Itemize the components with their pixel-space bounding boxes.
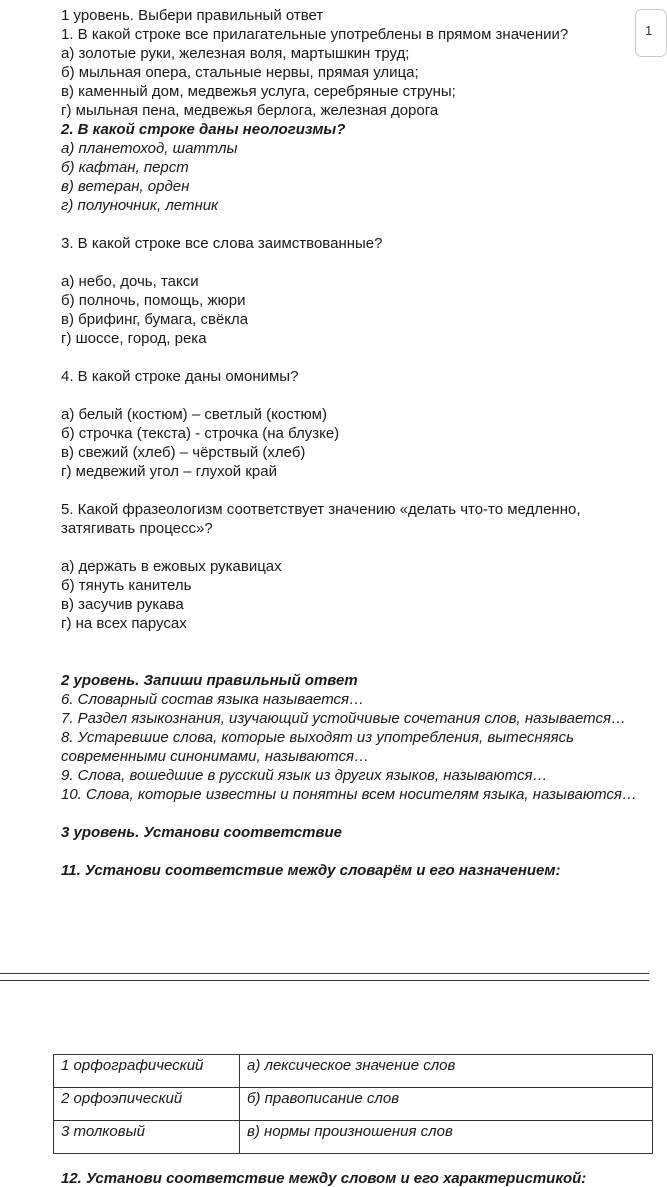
q1-option-d: г) мыльная пена, медвежья берлога, железная дорога bbox=[61, 102, 439, 119]
q1-question: 1. В какой строке все прилагательные употреблены в прямом значении? bbox=[61, 26, 569, 43]
page-corner-button[interactable] bbox=[635, 9, 667, 57]
q5-question-line2: затягивать процесс»? bbox=[61, 520, 213, 537]
q4-option-b: б) строчка (текста) - строчка (на блузке) bbox=[61, 425, 340, 442]
q3-question: 3. В какой строке все слова заимствованные? bbox=[61, 235, 383, 252]
q4-option-a: а) белый (костюм) – светлый (костюм) bbox=[61, 406, 327, 423]
page-divider-bottom bbox=[0, 980, 649, 981]
q2-question: 2. В какой строке даны неологизмы? bbox=[61, 121, 346, 138]
q1-option-a: а) золотые руки, железная воля, мартышкин труд; bbox=[61, 45, 410, 62]
q2-option-a: а) планетоход, шаттлы bbox=[61, 140, 238, 157]
q5-option-c: в) засучив рукава bbox=[61, 596, 184, 613]
level2-item-6: 6. Словарный состав языка называется… bbox=[61, 691, 365, 708]
q12-question: 12. Установи соответствие между словом и его характеристикой: bbox=[61, 1170, 587, 1187]
q5-option-a: а) держать в ежовых рукавицах bbox=[61, 558, 282, 575]
q3-option-a: а) небо, дочь, такси bbox=[61, 273, 199, 290]
q5-question-line1: 5. Какой фразеологизм соответствует значению «делать что-то медленно, bbox=[61, 501, 581, 518]
level2-heading: 2 уровень. Запиши правильный ответ bbox=[61, 672, 358, 689]
table-cell-purpose: б) правописание слов bbox=[240, 1088, 653, 1121]
q2-option-c: в) ветеран, орден bbox=[61, 178, 190, 195]
level2-item-7: 7. Раздел языкознания, изучающий устойчивые сочетания слов, называется… bbox=[61, 710, 627, 727]
table-cell-purpose: в) нормы произношения слов bbox=[240, 1121, 653, 1154]
level2-item-9: 9. Слова, вошедшие в русский язык из других языков, называются… bbox=[61, 767, 548, 784]
q4-question: 4. В какой строке даны омонимы? bbox=[61, 368, 299, 385]
level2-item-8a: 8. Устаревшие слова, которые выходят из употребления, вытесняясь bbox=[61, 729, 575, 746]
q3-option-d: г) шоссе, город, река bbox=[61, 330, 207, 347]
q3-option-b: б) полночь, помощь, жюри bbox=[61, 292, 246, 309]
table-cell-dictionary: 3 толковый bbox=[54, 1121, 240, 1154]
table-cell-dictionary: 1 орфографический bbox=[54, 1055, 240, 1088]
q2-option-b: б) кафтан, перст bbox=[61, 159, 189, 176]
table-cell-dictionary: 2 орфоэпический bbox=[54, 1088, 240, 1121]
q5-option-d: г) на всех парусах bbox=[61, 615, 187, 632]
q1-option-b: б) мыльная опера, стальные нервы, прямая улица; bbox=[61, 64, 419, 81]
page-divider-top bbox=[0, 973, 649, 974]
q5-option-b: б) тянуть канитель bbox=[61, 577, 192, 594]
page-corner-label: 1 bbox=[645, 23, 653, 38]
q1-option-c: в) каменный дом, медвежья услуга, серебряные струны; bbox=[61, 83, 456, 100]
table-row bbox=[54, 1121, 653, 1154]
q4-option-c: в) свежий (хлеб) – чёрствый (хлеб) bbox=[61, 444, 306, 461]
q3-option-c: в) брифинг, бумага, свёкла bbox=[61, 311, 249, 328]
q2-option-d: г) полуночник, летник bbox=[61, 197, 219, 214]
q4-option-d: г) медвежий угол – глухой край bbox=[61, 463, 277, 480]
q11-question: 11. Установи соответствие между словарём и его назначением: bbox=[61, 862, 561, 879]
dictionary-match-table bbox=[53, 1054, 653, 1154]
level2-item-8b: современными синонимами, называются… bbox=[61, 748, 370, 765]
level1-heading: 1 уровень. Выбери правильный ответ bbox=[61, 7, 324, 24]
level2-item-10: 10. Слова, которые известны и понятны всем носителям языка, называются… bbox=[61, 786, 637, 803]
table-row bbox=[54, 1055, 653, 1088]
table-row bbox=[54, 1088, 653, 1121]
table-cell-purpose: а) лексическое значение слов bbox=[240, 1055, 653, 1088]
level3-heading: 3 уровень. Установи соответствие bbox=[61, 824, 342, 841]
